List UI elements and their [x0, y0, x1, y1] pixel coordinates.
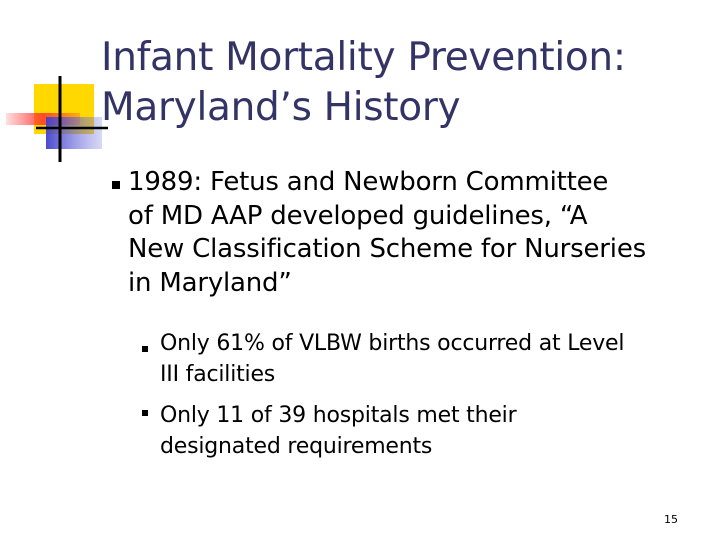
title-line: Maryland’s History — [101, 85, 461, 130]
sub-bullet-line: III facilities — [160, 362, 276, 387]
square-sub-bullet-icon — [142, 410, 148, 416]
sub-bullet-text — [160, 328, 705, 390]
sub-bullet-line: Only 61% of VLBW births occurred at Level — [160, 331, 625, 356]
title-line: Infant Mortality Prevention: — [101, 35, 626, 80]
sub-bullet-text — [160, 400, 705, 462]
bullet-line: 1989: Fetus and Newborn Committee — [128, 167, 609, 197]
sub-bullet-line: Only 11 of 39 hospitals met their — [160, 403, 517, 428]
sub-bullet-line: designated requirements — [160, 434, 433, 459]
bullet-line: New Classification Scheme for Nurseries — [128, 234, 646, 264]
square-sub-bullet-icon — [142, 346, 148, 352]
page-number: 15 — [664, 513, 678, 526]
bullet-line: of MD AAP developed guidelines, “A — [128, 200, 588, 231]
square-bullet-icon — [112, 181, 120, 189]
bullet-main-text — [128, 166, 708, 300]
bullet-line: in Maryland” — [128, 267, 292, 298]
